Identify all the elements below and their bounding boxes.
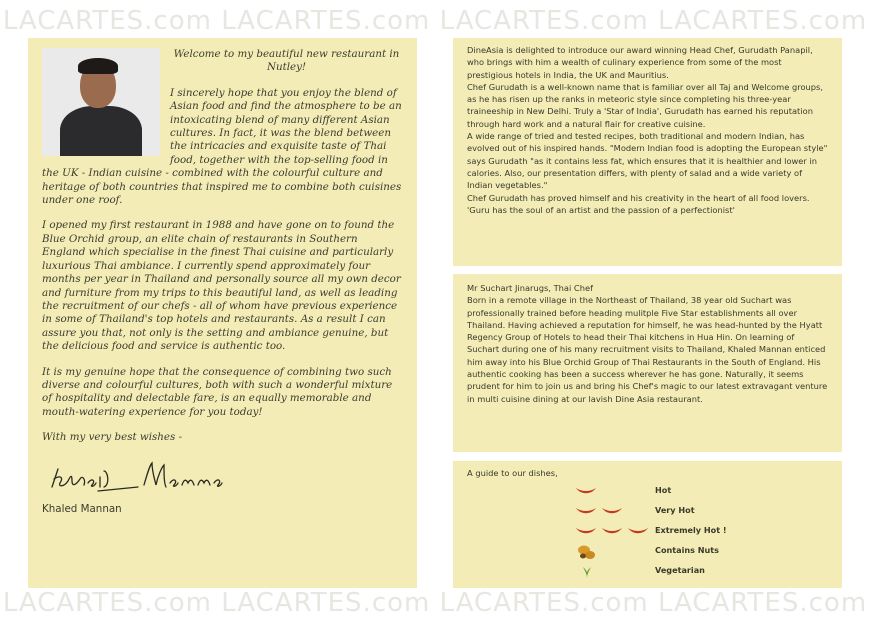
- watermark-bottom: LACARTES.com LACARTES.com LACARTES.com LACARTES.com: [2, 588, 868, 618]
- thai-chef-title: Mr Suchart Jinarugs, Thai Chef: [467, 283, 593, 293]
- chilli-icon: [627, 526, 649, 536]
- owner-portrait-photo: [42, 48, 160, 156]
- legend-label-nuts: Contains Nuts: [655, 545, 719, 556]
- legend-label-extremely-hot: Extremely Hot !: [655, 525, 727, 536]
- legend-label-vegetarian: Vegetarian: [655, 565, 705, 576]
- head-chef-paragraph-3: A wide range of tried and tested recipes, both traditional and modern Indian, has evolved out of his inspired hands. "Modern Indian food is adopting the European style" says Gurudath "as it contains less fat, which ensures that it is healthier and lower in calories. Also, our presentation differs, with plenty of salad and a wide variety of Indian vegetables.": [467, 131, 828, 191]
- legend-row-vegetarian: [467, 562, 828, 582]
- welcome-letter-panel: [28, 38, 417, 588]
- handwritten-signature: [42, 457, 403, 499]
- signer-name: Khaled Mannan: [42, 502, 122, 515]
- legend-label-very-hot: Very Hot: [655, 505, 695, 516]
- letter-closing: With my very best wishes -: [42, 431, 183, 444]
- legend-row-very-hot: [467, 502, 828, 522]
- letter-paragraph-2: I opened my first restaurant in 1988 and have gone on to found the Blue Orchid group, an elite chain of restaurants in Southern England which specialise in the finest Thai cuisine and particularly luxurious Thai ambiance. I currently spend approximately four months per year in Thailand and personally source all my own decor and furniture from my trips to this beautiful land, as well as leading the recruitment of our chefs - all of whom have previous experience in some of Thailand's top hotels and restaurants. As a result I can assure you that, not only is the setting and ambiance genuine, but the delicious food and service is authentic too.: [42, 219, 401, 353]
- thai-chef-panel: [453, 274, 842, 452]
- thai-chef-bio: Born in a remote village in the Northeast of Thailand, 38 year old Suchart was professionally trained before heading mulitple Five Star establishments all over Thailand. Having achieved a reputation for himself, he was head-hunted by the Hyatt Regency Group of Hotels to head their Thai kitchens in Hua Hin. On learning of Suchart during one of his many recruitment visits to Thailand, Khaled Mannan enticed him away into his Blue Orchid Group of Thai Restaurants in the South of England. His authentic cooking has been a success wherever he has gone. Naturally, it seems prudent for him to join us and bring his Chef's magic to our latest extravagant venture in multi cuisine dining at our lavish Dine Asia restaurant.: [467, 295, 828, 404]
- chilli-icon: [601, 526, 623, 536]
- chilli-icon: [575, 486, 597, 496]
- letter-paragraph-1: I sincerely hope that you enjoy the blend of Asian food and find the atmosphere to be an intoxicating blend of many different Asian cultures. In fact, it was the blend between the intricacies and exquisite taste of Thai food, together with the top-selling food in the UK - Indian cuisine - combined with the colourful culture and heritage of both countries that inspired me to combine both cuisines under one roof.: [42, 86, 402, 207]
- head-chef-quote: 'Guru has the soul of an artist and the passion of a perfectionist': [467, 204, 735, 215]
- head-chef-paragraph-4: Chef Gurudath has proved himself and his creativity in the heart of all food lovers.: [467, 192, 810, 203]
- chilli-icon: [575, 526, 597, 536]
- legend-row-nuts: [467, 542, 828, 562]
- legend-row-hot: [467, 482, 828, 502]
- legend-label-hot: Hot: [655, 485, 672, 496]
- watermark-top: LACARTES.com LACARTES.com LACARTES.com LACARTES.com: [2, 6, 868, 36]
- vegetarian-leaf-icon: [582, 565, 592, 579]
- head-chef-paragraph-1: DineAsia is delighted to introduce our award winning Head Chef, Gurudath Panapil, who brings with him a wealth of culinary experience from some of the most prestigious hotels in India, the UK and Mauritius.: [467, 45, 813, 80]
- head-chef-paragraph-2: Chef Gurudath is a well-known name that is familiar over all Taj and Welcome groups, as he has risen up the ranks in meteoric style since completing his three-year traineeship in New Delhi. Truly a 'Star of India', Gurudath has earned his reputation through hard work and a natural flair for creative cuisine.: [467, 81, 824, 129]
- welcome-letter: [42, 48, 403, 516]
- letter-paragraph-3: It is my genuine hope that the consequence of combining two such diverse and colourful cultures, both with such a wonderful mixture of hospitality and delectable fare, is an equally memorable and mouth-watering experience for you today!: [42, 365, 393, 418]
- nuts-icon: [577, 543, 597, 561]
- chilli-icon: [601, 506, 623, 516]
- welcome-heading: Welcome to my beautiful new restaurant in Nutley!: [173, 48, 400, 74]
- legend-row-extremely-hot: [467, 522, 828, 542]
- chilli-icon: [575, 506, 597, 516]
- dish-guide-panel: [453, 461, 842, 588]
- head-chef-panel: [453, 38, 842, 266]
- dish-guide-title: A guide to our dishes,: [467, 468, 558, 478]
